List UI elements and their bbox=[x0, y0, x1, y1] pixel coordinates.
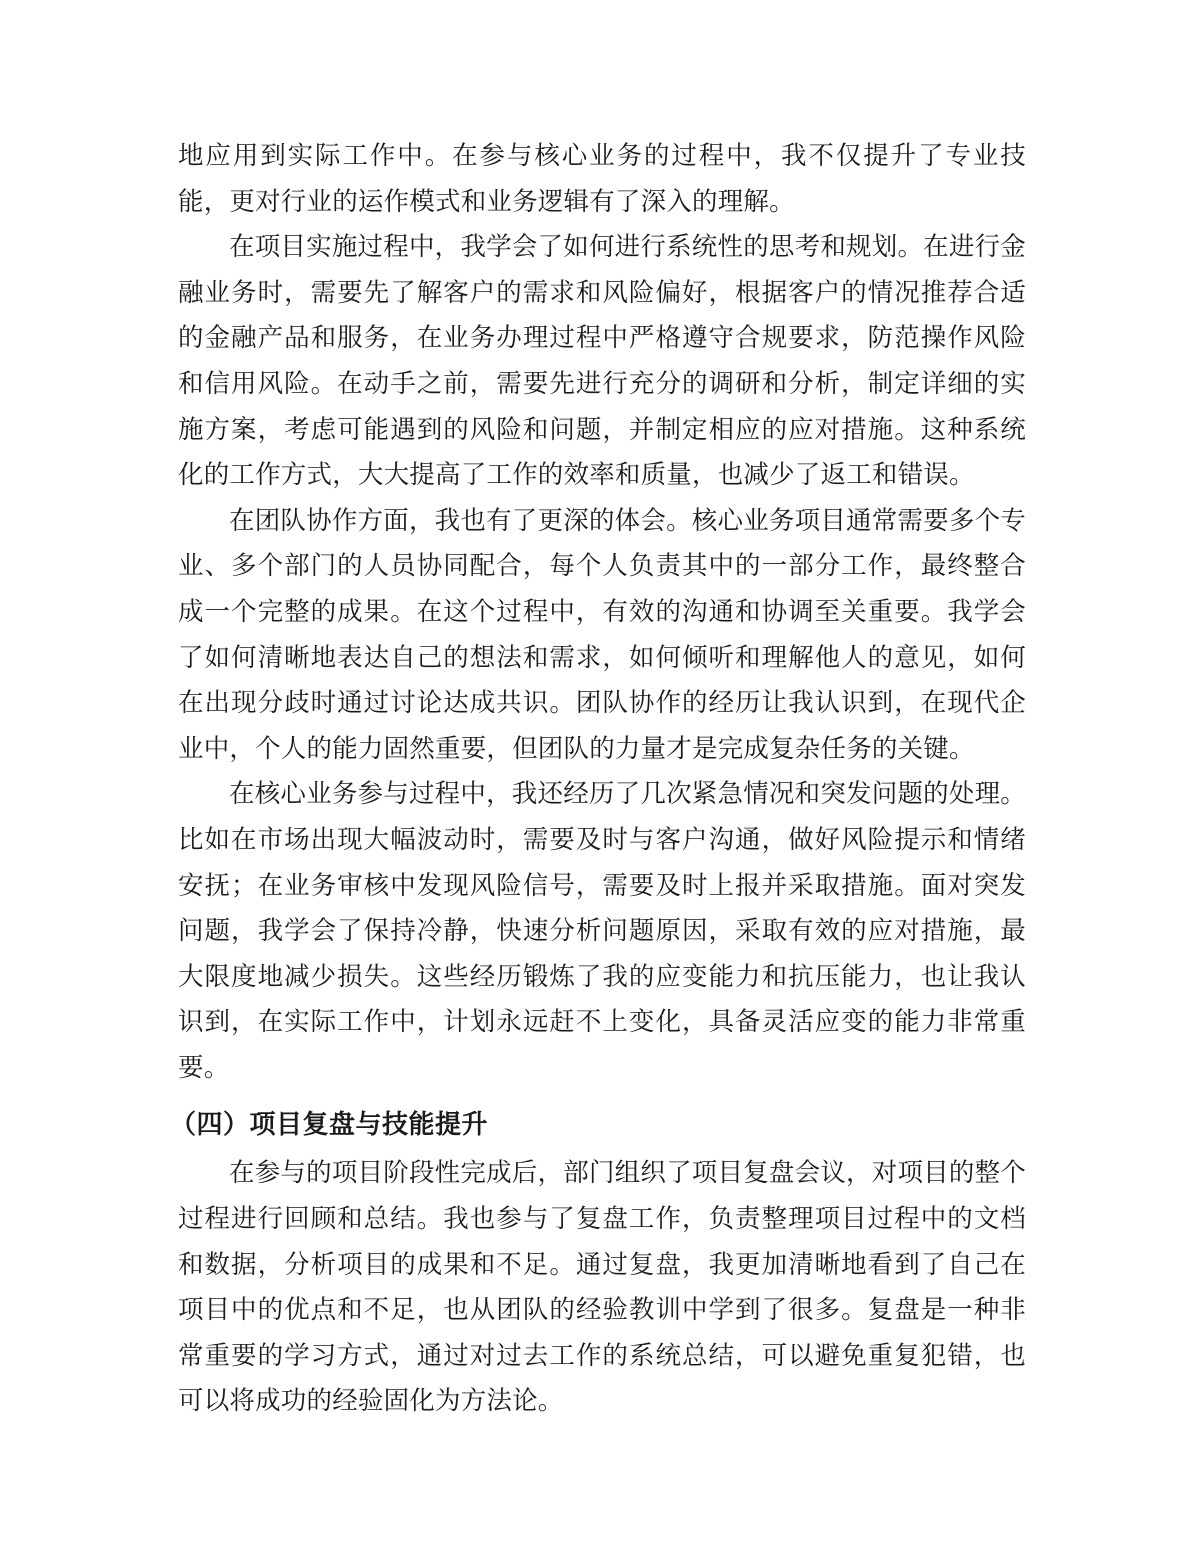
paragraph-continuation: 地应用到实际工作中。在参与核心业务的过程中，我不仅提升了专业技能，更对行业的运作模式和业务逻辑有了深入的理解。 bbox=[178, 141, 1026, 217]
paragraph-project-planning: 在项目实施过程中，我学会了如何进行系统性的思考和规划。在进行金融业务时，需要先了解客户的需求和风险偏好，根据客户的情况推荐合适的金融产品和服务，在业务办理过程中严格遵守合规要求，防范操作风险和信用风险。在动手之前，需要先进行充分的调研和分析，制定详细的实施方案，考虑可能遇到的风险和问题，并制定相应的应对措施。这种系统化的工作方式，大大提高了工作的效率和质量，也减少了返工和错误。 bbox=[178, 232, 1026, 491]
paragraph-emergency-handling: 在核心业务参与过程中，我还经历了几次紧急情况和突发问题的处理。比如在市场出现大幅波动时，需要及时与客户沟通，做好风险提示和情绪安抚；在业务审核中发现风险信号，需要及时上报并采取措施。面对突发问题，我学会了保持冷静，快速分析问题原因，采取有效的应对措施，最大限度地减少损失。这些经历锻炼了我的应变能力和抗压能力，也让我认识到，在实际工作中，计划永远赶不上变化，具备灵活应变的能力非常重要。 bbox=[178, 779, 1026, 1083]
paragraph-project-review: 在参与的项目阶段性完成后，部门组织了项目复盘会议，对项目的整个过程进行回顾和总结。我也参与了复盘工作，负责整理项目过程中的文档和数据，分析项目的成果和不足。通过复盘，我更加清晰地看到了自己在项目中的优点和不足，也从团队的经验教训中学到了很多。复盘是一种非常重要的学习方式，通过对过去工作的系统总结，可以避免重复犯错，也可以将成功的经验固化为方法论。 bbox=[178, 1158, 1026, 1417]
document-page bbox=[170, 134, 1026, 1425]
section-heading: （四）项目复盘与技能提升 bbox=[170, 1110, 489, 1141]
paragraph-team-collaboration: 在团队协作方面，我也有了更深的体会。核心业务项目通常需要多个专业、多个部门的人员协同配合，每个人负责其中的一部分工作，最终整合成一个完整的成果。在这个过程中，有效的沟通和协调至关重要。我学会了如何清晰地表达自己的想法和需求，如何倾听和理解他人的意见，如何在出现分歧时通过讨论达成共识。团队协作的经历让我认识到，在现代企业中，个人的能力固然重要，但团队的力量才是完成复杂任务的关键。 bbox=[178, 505, 1026, 764]
